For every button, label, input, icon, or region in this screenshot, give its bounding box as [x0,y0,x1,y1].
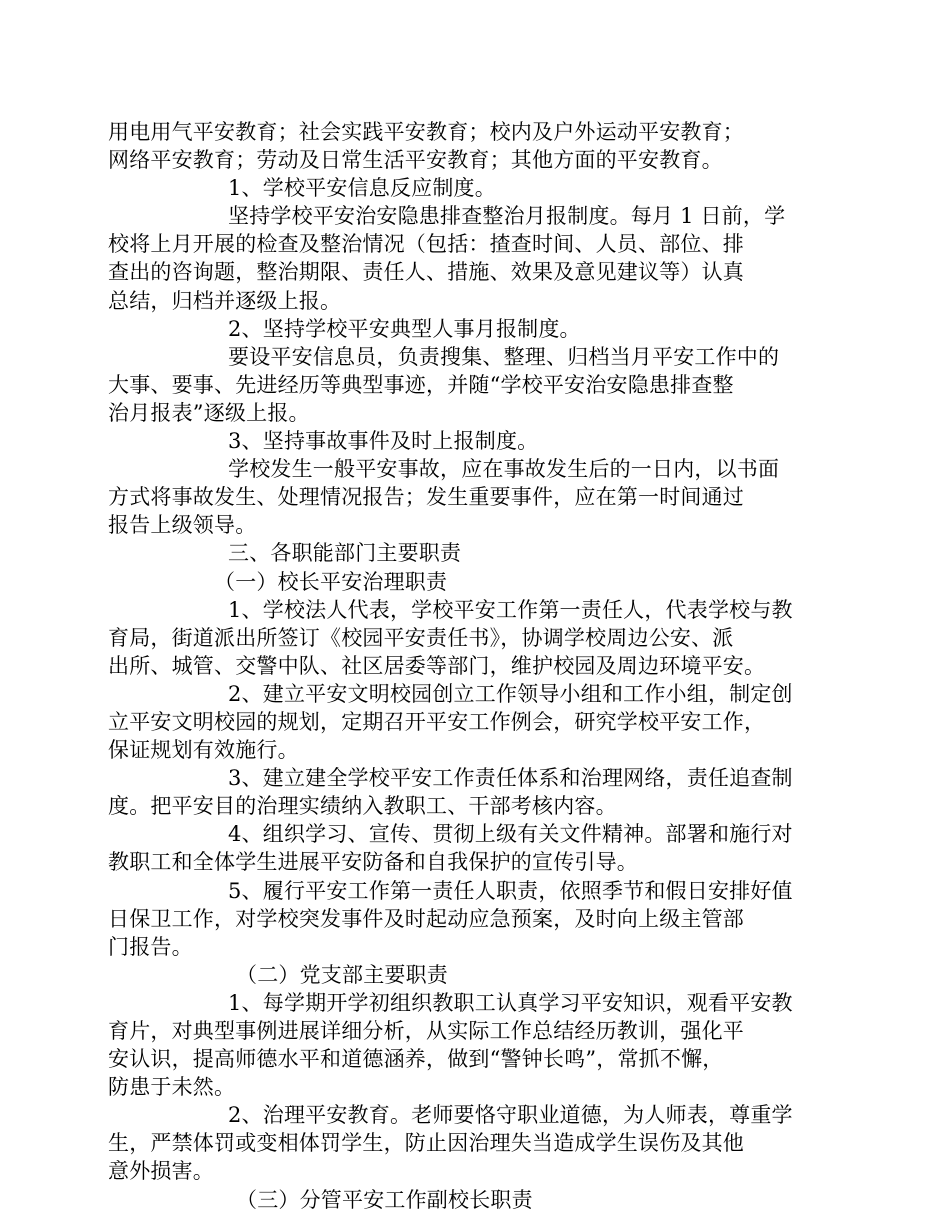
subsection-heading: （三）分管平安工作副校长职责 [236,1187,533,1212]
text-line: 安认识，提高师德水平和道德涵养，做到“警钟长鸣”，常抓不懈， [108,1047,724,1072]
text-line: 度。把平安目的治理实绩纳入教职工、干部考核内容。 [108,794,617,819]
text-line: 用电用气平安教育；社会实践平安教育；校内及户外运动平安教育； [108,120,744,144]
paragraph-first-line: 坚持学校平安治安隐患排查整治月报制度。每月 1 日前，学 [228,204,786,229]
text-line: 立平安文明校园的规划，定期召开平安工作例会，研究学校平安工作， [108,709,766,734]
paragraph-first-line: 5、履行平安工作第一责任人职责，依照季节和假日安排好值 [228,878,793,903]
text-line: 育局，街道派出所签订《校园平安责任书》，协调学校周边公安、派 [108,625,734,650]
text-line: 育片，对典型事例进展详细分析，从实际工作总结经历教训，强化平 [108,1019,744,1043]
section-heading: 三、各职能部门主要职责 [228,541,462,566]
document-body [108,118,828,1214]
paragraph-first-line: 要设平安信息员，负责搜集、整理、归档当月平安工作中的 [228,344,780,369]
paragraph-first-line: 2、治理平安教育。老师要恪守职业道德，为人师表，尊重学 [228,1103,793,1128]
paragraph-first-line: 2、建立平安文明校园创立工作领导小组和工作小组，制定创 [228,681,793,706]
text-line: 意外损害。 [108,1159,214,1184]
text-line: 生，严禁体罚或变相体罚学生，防止因治理失当造成学生误伤及其他 [108,1131,744,1156]
text-line: 保证规划有效施行。 [108,738,299,763]
text-line: 网络平安教育；劳动及日常生活平安教育；其他方面的平安教育。 [108,148,723,173]
paragraph-first-line: 学校发生一般平安事故，应在事故发生后的一日内，以书面 [228,457,780,482]
text-line: 日保卫工作，对学校突发事件及时起动应急预案，及时向上级主管部 [108,906,744,931]
numbered-heading: 1、学校平安信息反应制度。 [228,176,496,201]
text-line: 方式将事故发生、处理情况报告；发生重要事件，应在第一时间通过 [108,485,744,510]
subsection-heading: （二）党支部主要职责 [236,962,448,987]
numbered-heading: 3、坚持事故事件及时上报制度。 [228,429,539,454]
text-line: 校将上月开展的检查及整治情况（包括：揸查时间、人员、部位、排 [108,232,744,257]
paragraph-first-line: 3、建立建全学校平安工作责任体系和治理网络，责任追查制 [228,766,793,791]
subsection-heading: （一）校长平安治理职责 [214,569,448,594]
text-line: 教职工和全体学生进展平安防备和自我保护的宣传引导。 [108,850,638,875]
text-line: 大事、要事、先进经历等典型事迹，并随“学校平安治安隐患排查整 [108,372,734,397]
text-line: 报告上级领导。 [108,513,257,538]
numbered-heading: 2、坚持学校平安典型人事月报制度。 [228,316,581,341]
paragraph-first-line: 4、组织学习、宣传、贯彻上级有关文件精神。部署和施行对 [228,822,793,847]
paragraph-first-line: 1、每学期开学初组织教职工认真学习平安知识，观看平安教 [228,990,793,1015]
text-line: 治月报表”逐级上报。 [108,400,310,425]
text-line: 门报告。 [108,934,193,959]
text-line: 出所、城管、交警中队、社区居委等部门，维护校园及周边环境平安。 [108,653,766,678]
text-line: 总结，归档并逐级上报。 [108,288,342,313]
text-line: 防患于未然。 [108,1075,236,1100]
paragraph-first-line: 1、学校法人代表，学校平安工作第一责任人，代表学校与教 [228,597,793,622]
text-line: 查出的咨询题，整治期限、责任人、措施、效果及意见建议等）认真 [108,260,744,285]
